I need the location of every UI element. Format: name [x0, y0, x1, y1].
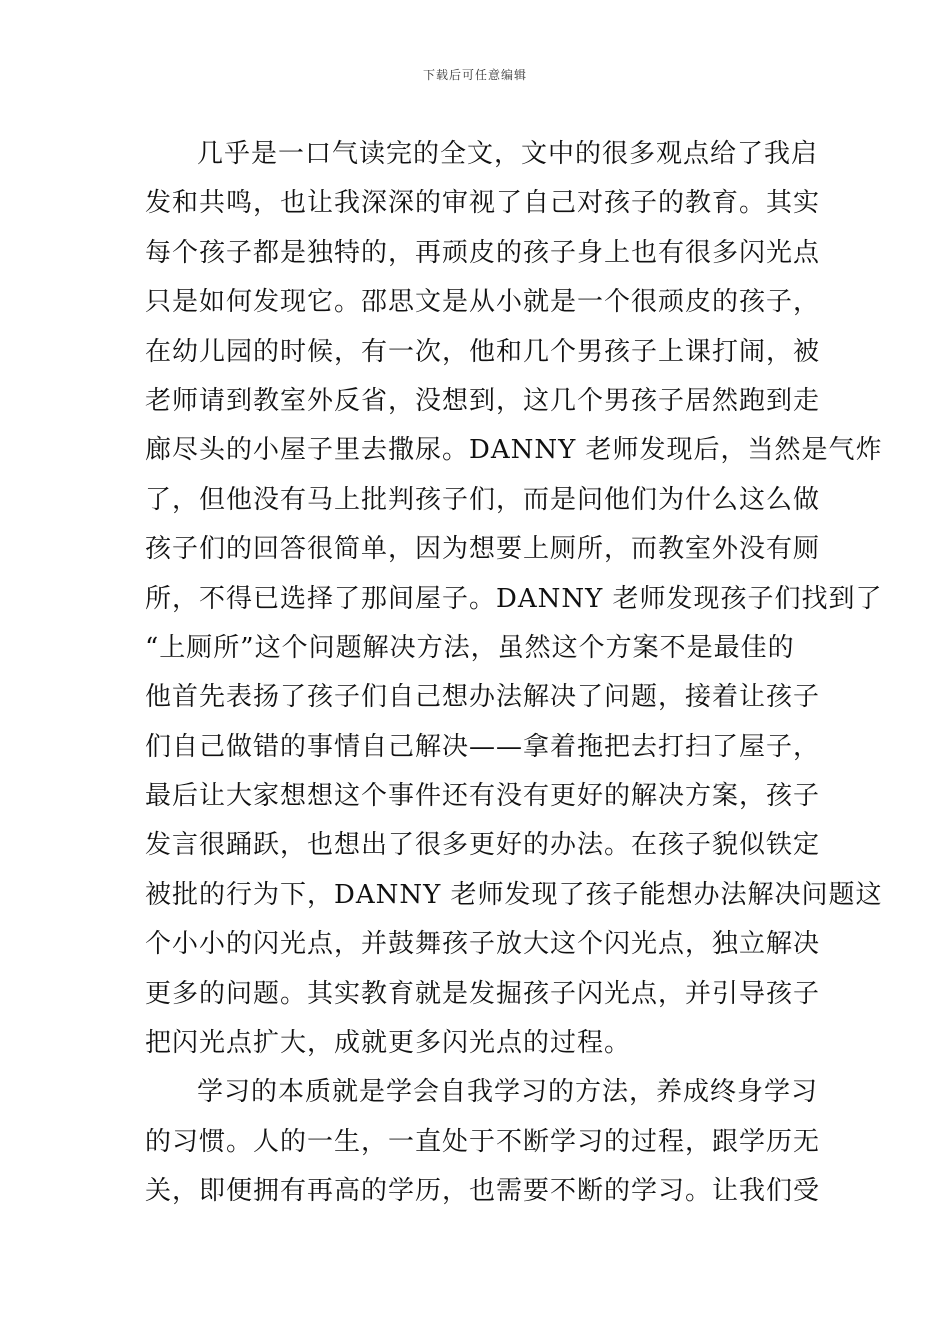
text-line: 在幼儿园的时候，有一次，他和几个男孩子上课打闹，被 [145, 336, 821, 367]
text-line: 把闪光点扩大，成就更多闪光点的过程。 [145, 1028, 632, 1059]
text-line: 了，但他没有马上批判孩子们，而是问他们为什么这么做 [145, 484, 821, 515]
header-note: 下载后可任意编辑 [422, 68, 527, 82]
text-line: 孩子们的回答很简单，因为想要上厕所，而教室外没有厕 [145, 534, 821, 565]
text-line: 最后让大家想想这个事件还有没有更好的解决方案，孩子 [145, 781, 821, 812]
text-line: 更多的问题。其实教育就是发掘孩子闪光点，并引导孩子 [145, 978, 821, 1009]
text-line: 学习的本质就是学会自我学习的方法，养成终身学习 [197, 1077, 819, 1108]
text-line: 所，不得已选择了那间屋子。DANNY 老师发现孩子们找到了 [145, 583, 883, 614]
text-line: “上厕所”这个问题解决方法，虽然这个方案不是最佳的 [145, 632, 795, 663]
text-line: 老师请到教室外反省，没想到，这几个男孩子居然跑到走 [145, 385, 821, 416]
text-line: 个小小的闪光点，并鼓舞孩子放大这个闪光点，独立解决 [145, 929, 821, 960]
text-line: 被批的行为下，DANNY 老师发现了孩子能想办法解决问题这 [145, 879, 883, 910]
text-line: 每个孩子都是独特的，再顽皮的孩子身上也有很多闪光点 [145, 237, 821, 268]
text-line: 发言很踊跃，也想出了很多更好的办法。在孩子貌似铁定 [145, 830, 821, 861]
text-line: 发和共鸣，也让我深深的审视了自己对孩子的教育。其实 [145, 188, 821, 219]
text-line: 几乎是一口气读完的全文，文中的很多观点给了我启 [197, 139, 819, 169]
text-line: 只是如何发现它。邵思文是从小就是一个很顽皮的孩子， [145, 287, 821, 318]
text-line: 关，即便拥有再高的学历，也需要不断的学习。让我们受 [145, 1176, 821, 1207]
document-body [145, 130, 883, 1217]
text-line: 廊尽头的小屋子里去撒尿。DANNY 老师发现后，当然是气炸 [145, 435, 883, 466]
text-line: 他首先表扬了孩子们自己想办法解决了问题，接着让孩子 [145, 682, 821, 713]
text-line: 的习惯。人的一生，一直处于不断学习的过程，跟学历无 [145, 1126, 821, 1157]
text-line: 们自己做错的事情自己解决——拿着拖把去打扫了屋子， [145, 731, 821, 762]
